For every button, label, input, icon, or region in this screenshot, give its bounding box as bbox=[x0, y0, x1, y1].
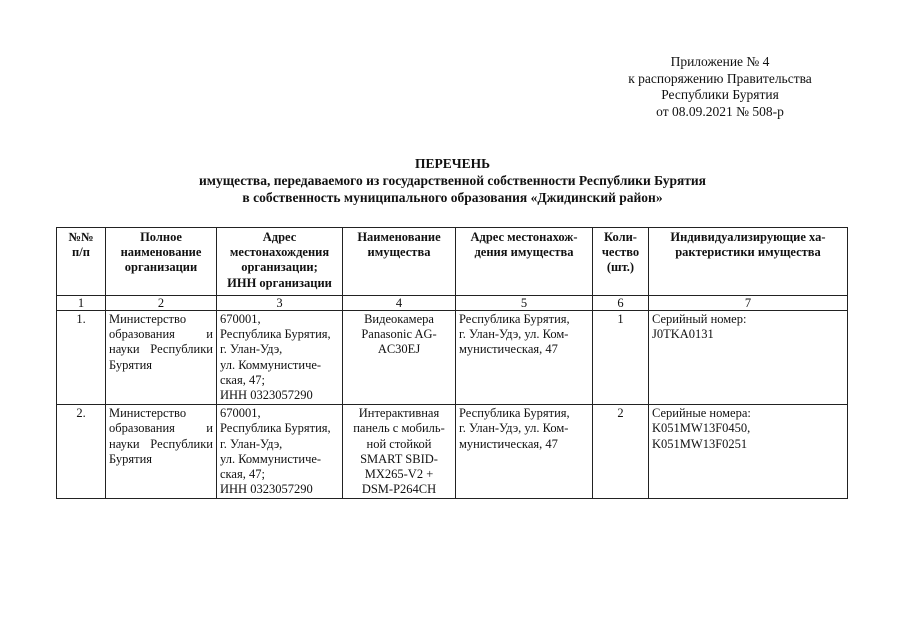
property-table bbox=[56, 227, 848, 499]
header-property-name: Наименование имущества bbox=[343, 228, 456, 296]
property-name-cell: Интерактивная панель с мобиль- ной стойкой SMART SBID- MX265-V2 + DSM-P264CH bbox=[343, 405, 456, 499]
org-name-cell: Министерство образования и науки Республики Бурятия bbox=[106, 405, 217, 499]
table-row bbox=[57, 311, 848, 405]
column-number: 2 bbox=[106, 296, 217, 311]
column-number: 7 bbox=[649, 296, 848, 311]
header-org-address: Адрес местонахождения организации; ИНН организации bbox=[217, 228, 343, 296]
appendix-block bbox=[590, 54, 850, 120]
column-number: 4 bbox=[343, 296, 456, 311]
header-org-name: Полное наименование организации bbox=[106, 228, 217, 296]
column-number: 5 bbox=[456, 296, 593, 311]
appendix-date: от 08.09.2021 № 508-р bbox=[656, 103, 784, 119]
column-number: 3 bbox=[217, 296, 343, 311]
property-address-cell: Республика Бурятия, г. Улан-Удэ, ул. Ком- мунистическая, 47 bbox=[456, 405, 593, 499]
org-address-cell: 670001, Республика Бурятия, г. Улан-Удэ, ул. Коммунистиче- ская, 47; ИНН 0323057290 bbox=[217, 405, 343, 499]
appendix-number: Приложение № 4 bbox=[670, 54, 770, 69]
column-number-row bbox=[57, 296, 848, 311]
characteristics-cell: Серийные номера: K051MW13F0450, K051MW13F0251 bbox=[649, 405, 848, 499]
title-subheading-1: имущества, передаваемого из государственной собственности Республики Бурятия bbox=[199, 173, 706, 188]
header-characteristics: Индивидуализирующие ха- рактеристики имущества bbox=[649, 228, 848, 296]
document-title bbox=[0, 155, 905, 206]
characteristics-cell: Серийный номер: J0TKA0131 bbox=[649, 311, 848, 405]
row-number: 2. bbox=[57, 405, 106, 499]
table-header-row bbox=[57, 228, 848, 296]
column-number: 1 bbox=[57, 296, 106, 311]
table-row bbox=[57, 405, 848, 499]
title-heading: ПЕРЕЧЕНЬ bbox=[414, 156, 491, 171]
title-subheading-2: в собственность муниципального образования «Джидинский район» bbox=[242, 190, 663, 205]
appendix-republic: Республики Бурятия bbox=[661, 87, 779, 102]
header-property-address: Адрес местонахож- дения имущества bbox=[456, 228, 593, 296]
column-number: 6 bbox=[593, 296, 649, 311]
row-number: 1. bbox=[57, 311, 106, 405]
property-address-cell: Республика Бурятия, г. Улан-Удэ, ул. Ком- мунистическая, 47 bbox=[456, 311, 593, 405]
quantity-cell: 2 bbox=[593, 405, 649, 499]
header-number: №№ п/п bbox=[57, 228, 106, 296]
org-name-cell: Министерство образования и науки Республики Бурятия bbox=[106, 311, 217, 405]
org-address-cell: 670001, Республика Бурятия, г. Улан-Удэ, ул. Коммунистиче- ская, 47; ИНН 0323057290 bbox=[217, 311, 343, 405]
appendix-order-ref: к распоряжению Правительства bbox=[628, 70, 812, 86]
header-quantity: Коли- чество (шт.) bbox=[593, 228, 649, 296]
quantity-cell: 1 bbox=[593, 311, 649, 405]
property-name-cell: Видеокамера Panasonic AG- AC30EJ bbox=[343, 311, 456, 405]
